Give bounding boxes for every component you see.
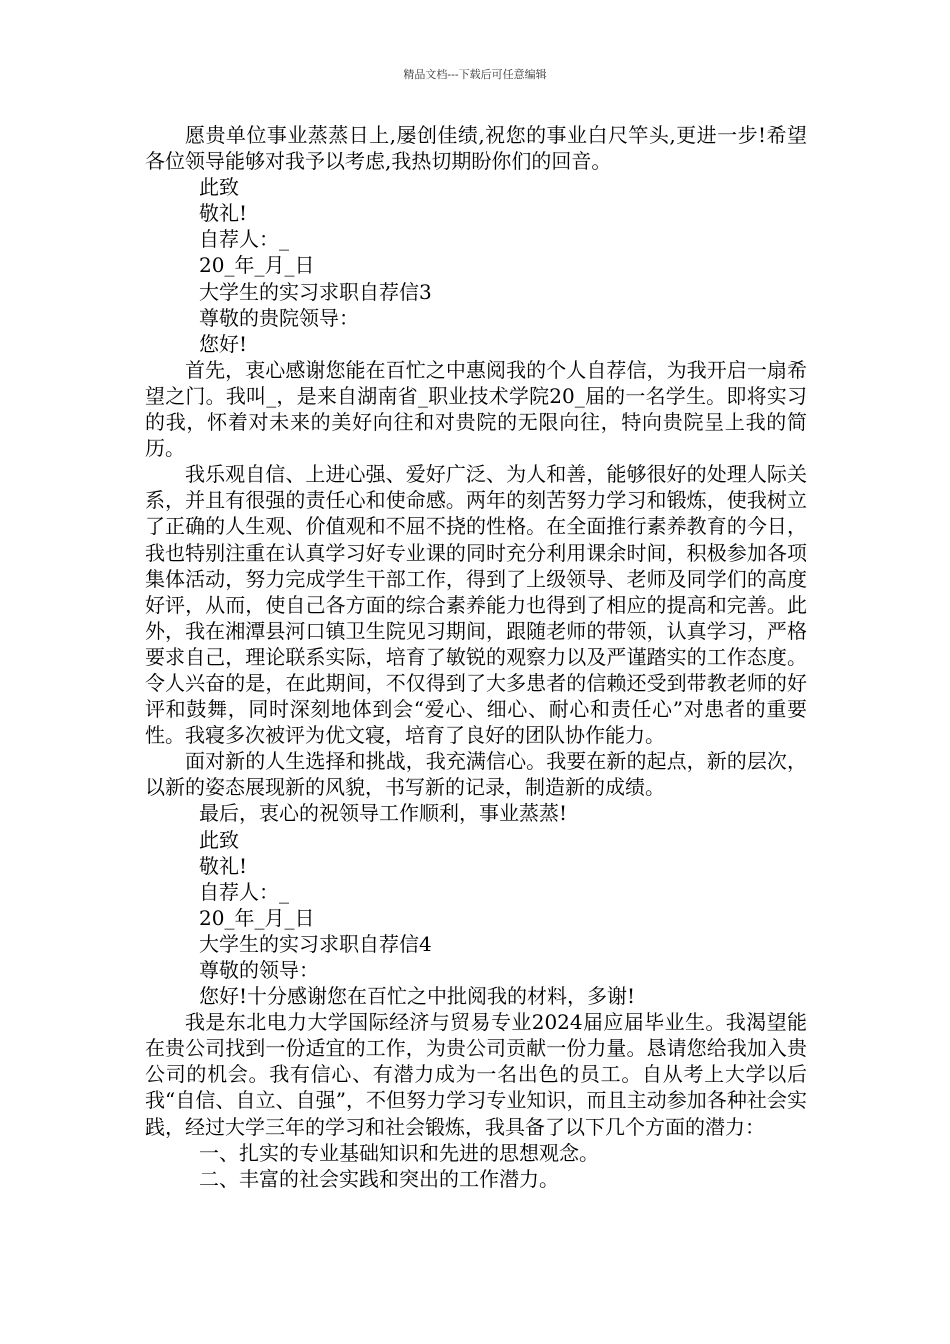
paragraph: 我是东北电力大学国际经济与贸易专业2024届应届毕业生。我渴望能在贵公司找到一份适宜的工作，为贵公司贡献一份力量。恳请您给我加入贵公司的机会。我有信心、有潜力成为一名出色的员工。自从考上大学以后我“自信、自立、自强”，不但努力学习专业知识，而且主动参加各种社会实践，经过大学三年的学习和社会锻炼，我具备了以下几个方面的潜力： [145,1010,807,1139]
closing-line: 此致 [199,175,239,200]
paragraph: 我乐观自信、上进心强、爱好广泛、为人和善，能够很好的处理人际关系，并且有很强的责任心和使命感。两年的刻苦努力学习和锻炼，使我树立了正确的人生观、价值观和不屈不挠的性格。在全面推行素养教育的今日，我也特别注重在认真学习好专业课的同时充分利用课余时间，积极参加各项集体活动，努力完成学生干部工作，得到了上级领导、老师及同学们的高度好评，从而，使自己各方面的综合素养能力也得到了相应的提高和完善。此外，我在湘潭县河口镇卫生院见习期间，跟随老师的带领，认真学习，严格要求自己，理论联系实际，培育了敏锐的观察力以及严谨踏实的工作态度。令人兴奋的是，在此期间，不仅得到了大多患者的信赖还受到带教老师的好评和鼓舞，同时深刻地体到会“爱心、细心、耐心和责任心”对患者的重要性。我寝多次被评为优文寝，培育了良好的团队协作能力。 [145,462,807,748]
list-item: 一、扎实的专业基础知识和先进的思想观念。 [199,1140,599,1165]
page-header: 精品文档---下载后可任意编辑 [403,68,547,81]
paragraph: 首先，衷心感谢您能在百忙之中惠阅我的个人自荐信，为我开启一扇希望之门。我叫_，是来自湖南省_职业技术学院20_届的一名学生。即将实习的我，怀着对未来的美好向往和对贵院的无限向往，特向贵院呈上我的简历。 [145,357,807,461]
letter-title: 大学生的实习求职自荐信4 [199,931,432,956]
letter-title: 大学生的实习求职自荐信3 [199,279,432,304]
greeting-line: 尊敬的领导： [199,958,319,982]
closing-line: 此致 [199,827,239,852]
date-line: 20_年_月_日 [199,253,315,278]
greeting-line: 尊敬的贵院领导： [199,305,359,330]
signature-line: 自荐人：_ [199,227,289,252]
paragraph: 愿贵单位事业蒸蒸日上,屡创佳绩,祝您的事业白尺竿头,更进一步!希望各位领导能够对我予以考虑,我热切期盼你们的回音。 [145,123,807,174]
date-line: 20_年_月_日 [199,905,315,930]
document-body [145,122,807,1192]
hello-line: 您好! [199,331,248,356]
hello-line: 您好!十分感谢您在百忙之中批阅我的材料，多谢! [199,984,636,1009]
paragraph: 面对新的人生选择和挑战，我充满信心。我要在新的起点，新的层次，以新的姿态展现新的风貌，书写新的记录，制造新的成绩。 [145,749,807,800]
list-item: 二、丰富的社会实践和突出的工作潜力。 [199,1166,559,1191]
closing-wish-line: 最后，衷心的祝领导工作顺利，事业蒸蒸! [199,801,568,826]
salute-line: 敬礼! [199,201,248,226]
salute-line: 敬礼! [199,853,248,878]
signature-line: 自荐人：_ [199,879,289,904]
